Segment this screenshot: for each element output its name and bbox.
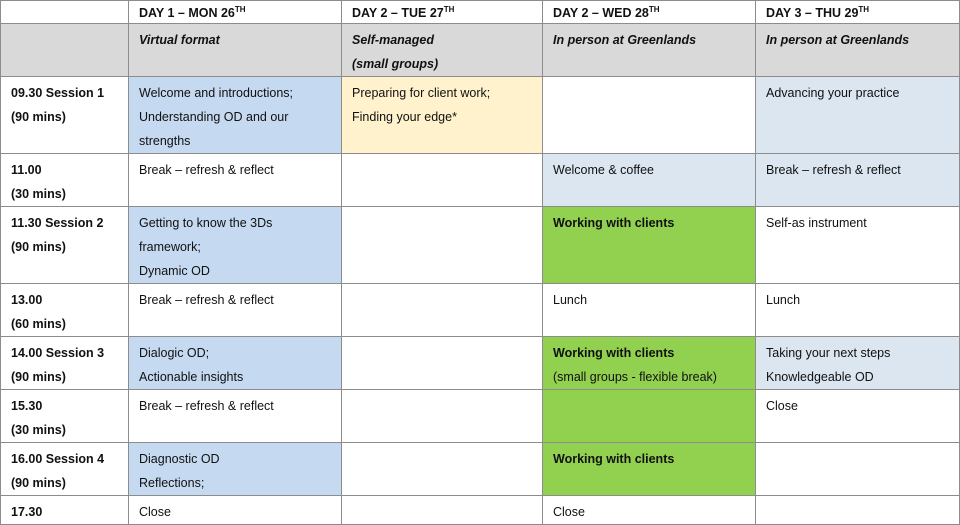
day-header: DAY 2 – WED 28TH xyxy=(543,1,756,24)
close-cell: Close xyxy=(543,496,756,525)
format-cell: Self-managed (small groups) xyxy=(342,24,543,77)
session-cell: Taking your next steps Knowledgeable OD xyxy=(756,337,960,390)
close-cell: Close xyxy=(129,496,342,525)
time-cell: 09.30 Session 1 (90 mins) xyxy=(1,77,129,154)
time-cell: 11.00 (30 mins) xyxy=(1,154,129,207)
break-cell: Lunch xyxy=(543,284,756,337)
session-cell: Welcome & coffee xyxy=(543,154,756,207)
close-cell: Close xyxy=(756,390,960,443)
format-cell: Virtual format xyxy=(129,24,342,77)
time-cell: 13.00 (60 mins) xyxy=(1,284,129,337)
empty-cell xyxy=(543,77,756,154)
table-row xyxy=(1,207,960,284)
corner-cell xyxy=(1,1,129,24)
day-header: DAY 2 – TUE 27TH xyxy=(342,1,543,24)
header-row xyxy=(1,1,960,24)
break-cell: Break – refresh & reflect xyxy=(756,154,960,207)
time-cell: 15.30 (30 mins) xyxy=(1,390,129,443)
format-cell: In person at Greenlands xyxy=(756,24,960,77)
break-cell: Break – refresh & reflect xyxy=(129,390,342,443)
empty-cell xyxy=(342,154,543,207)
empty-cell xyxy=(342,337,543,390)
table-row xyxy=(1,77,960,154)
session-cell: Dialogic OD; Actionable insights xyxy=(129,337,342,390)
format-cell: In person at Greenlands xyxy=(543,24,756,77)
table-row xyxy=(1,496,960,525)
session-cell: Preparing for client work; Finding your edge* xyxy=(342,77,543,154)
table-row xyxy=(1,443,960,496)
empty-cell xyxy=(342,207,543,284)
table-row xyxy=(1,154,960,207)
table-row xyxy=(1,390,960,443)
session-cell: Working with clients xyxy=(543,207,756,284)
session-cell: Self-as instrument xyxy=(756,207,960,284)
break-cell: Break – refresh & reflect xyxy=(129,154,342,207)
empty-cell xyxy=(342,443,543,496)
session-cell: Getting to know the 3Ds framework; Dynamic OD xyxy=(129,207,342,284)
time-cell: 14.00 Session 3 (90 mins) xyxy=(1,337,129,390)
day-header: DAY 3 – THU 29TH xyxy=(756,1,960,24)
empty-cell xyxy=(342,284,543,337)
day-header: DAY 1 – MON 26TH xyxy=(129,1,342,24)
break-cell: Break – refresh & reflect xyxy=(129,284,342,337)
table-row xyxy=(1,337,960,390)
format-row xyxy=(1,24,960,77)
session-cell: Welcome and introductions; Understanding OD and our strengths xyxy=(129,77,342,154)
table-row xyxy=(1,284,960,337)
session-cell: Working with clients xyxy=(543,443,756,496)
time-cell: 16.00 Session 4 (90 mins) xyxy=(1,443,129,496)
break-cell: Lunch xyxy=(756,284,960,337)
time-cell: 17.30 xyxy=(1,496,129,525)
time-cell: 11.30 Session 2 (90 mins) xyxy=(1,207,129,284)
corner-cell xyxy=(1,24,129,77)
empty-cell xyxy=(756,496,960,525)
empty-cell xyxy=(543,390,756,443)
session-cell: Advancing your practice xyxy=(756,77,960,154)
empty-cell xyxy=(756,443,960,496)
session-cell: Diagnostic OD Reflections; xyxy=(129,443,342,496)
empty-cell xyxy=(342,390,543,443)
session-cell: Working with clients (small groups - flexible break) xyxy=(543,337,756,390)
empty-cell xyxy=(342,496,543,525)
